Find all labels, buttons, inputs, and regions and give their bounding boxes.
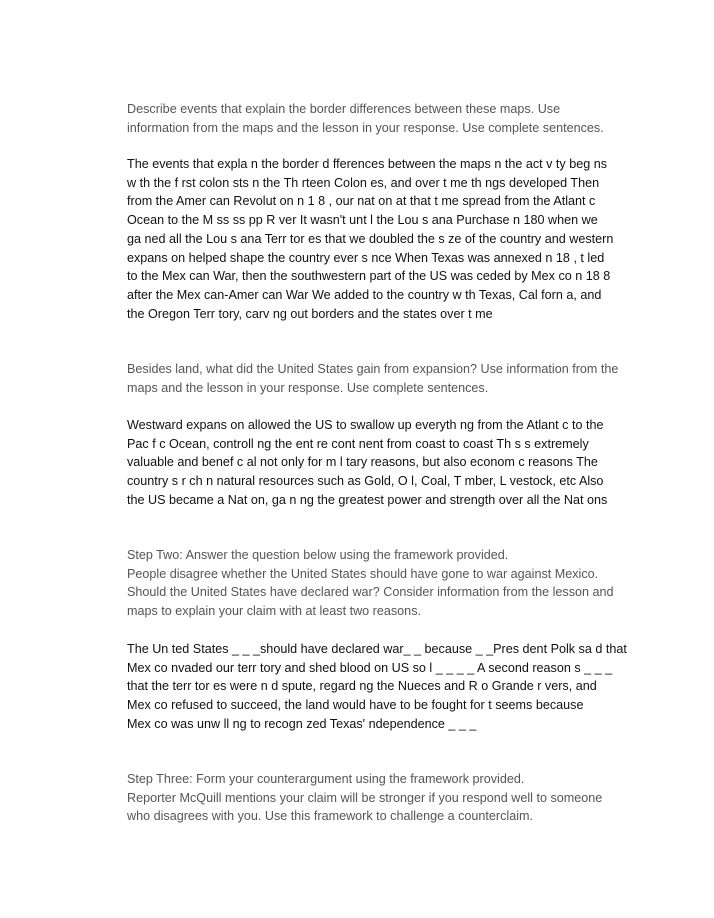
question-expansion-gains bbox=[127, 360, 647, 397]
answer-line: Mex co nvaded our terr tory and shed blood on US so l _ _ _ _ A second reason s _ _ _ bbox=[127, 660, 613, 675]
question-border-differences bbox=[127, 100, 647, 137]
prompt-line: Reporter McQuill mentions your claim will be stronger if you respond well to someone bbox=[127, 790, 603, 805]
prompt-line: Step Two: Answer the question below using the framework provided. bbox=[127, 548, 509, 562]
answer-line: to the Mex can War, then the southwestern part of the US was ceded by Mex co n 18 8 bbox=[127, 269, 611, 284]
prompt-line: Besides land, what did the United States gain from expansion? Use information from the bbox=[127, 362, 619, 376]
prompt-line: maps and the lesson in your response. Use complete sentences. bbox=[127, 380, 489, 395]
prompt-line: People disagree whether the United States should have gone to war against Mexico. bbox=[127, 566, 599, 581]
answer-line: w th the f rst colon sts n the Th rteen Colon es, and over t me th ngs developed Then bbox=[127, 175, 600, 190]
step-three-prompt bbox=[127, 770, 647, 826]
prompt-line: Step Three: Form your counterargument using the framework provided. bbox=[127, 772, 525, 786]
step-two-answer bbox=[127, 640, 647, 734]
prompt-line: maps to explain your claim with at least two reasons. bbox=[127, 604, 421, 619]
answer-line: after the Mex can-Amer can War We added to the country w th Texas, Cal forn a, and bbox=[127, 287, 602, 302]
answer-line: that the terr tor es were n d spute, regard ng the Nueces and R o Grande r vers, and bbox=[127, 679, 597, 694]
answer-line: the US became a Nat on, ga n ng the greatest power and strength over all the Nat ons bbox=[127, 492, 608, 507]
answer-line: expans on helped shape the country ever s nce When Texas was annexed n 18 , t led bbox=[127, 250, 605, 265]
answer-line: valuable and benef c al not only for m l tary reasons, but also econom c reasons The bbox=[127, 455, 598, 470]
step-two-prompt bbox=[127, 546, 647, 621]
prompt-line: information from the maps and the lesson in your response. Use complete sentences. bbox=[127, 120, 604, 135]
answer-line: Westward expans on allowed the US to swallow up everyth ng from the Atlant c to the bbox=[127, 418, 604, 432]
answer-border-differences bbox=[127, 155, 647, 323]
answer-line: Ocean to the M ss ss pp R ver It wasn't unt l the Lou s ana Purchase n 180 when we bbox=[127, 213, 598, 228]
answer-line: Mex co was unw ll ng to recogn zed Texas' ndependence _ _ _ bbox=[127, 716, 477, 731]
prompt-line: Should the United States have declared war? Consider information from the lesson and bbox=[127, 585, 614, 600]
answer-line: from the Amer can Revolut on n 1 8 , our nat on at that t me spread from the Atlant c bbox=[127, 194, 596, 209]
answer-line: The Un ted States _ _ _should have declared war_ _ because _ _Pres dent Polk sa d that bbox=[127, 642, 627, 656]
answer-expansion-gains bbox=[127, 416, 647, 510]
answer-line: Pac f c Ocean, controll ng the ent re cont nent from coast to coast Th s s extremely bbox=[127, 436, 589, 451]
answer-line: Mex co refused to succeed, the land would have to be fought for t seems because bbox=[127, 698, 584, 713]
answer-line: country s r ch n natural resources such as Gold, O l, Coal, T mber, L vestock, etc Also bbox=[127, 474, 604, 489]
answer-line: The events that expla n the border d fferences between the maps n the act v ty beg ns bbox=[127, 157, 608, 171]
answer-line: the Oregon Terr tory, carv ng out borders and the states over t me bbox=[127, 306, 493, 321]
prompt-line: Describe events that explain the border differences between these maps. Use bbox=[127, 102, 561, 116]
prompt-line: who disagrees with you. Use this framework to challenge a counterclaim. bbox=[127, 809, 533, 824]
answer-line: ga ned all the Lou s ana Terr tor es that we doubled the s ze of the country and western bbox=[127, 231, 614, 246]
